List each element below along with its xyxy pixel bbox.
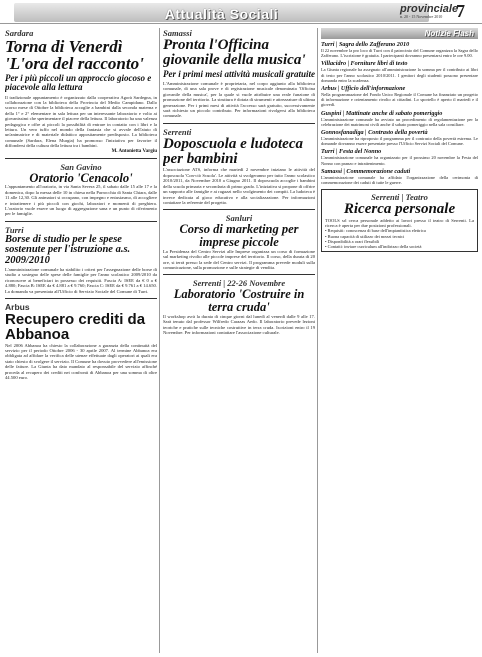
flash-item-body: La Giunta regionale ha assegnato all'amministrazione la somma per il contributo ai libri di testo per l'anno scolastico 2010/2011. I genitori degli studenti possono presentare domanda entro la scadenza. [321, 67, 478, 83]
article-serrenti-doposcuola [163, 127, 315, 205]
article-signature: M. Antonietta Vargiu [111, 148, 157, 154]
divider [5, 158, 157, 159]
flash-item [321, 110, 478, 127]
article-kicker: Serrenti | 22-26 Novembre [192, 278, 286, 289]
article-body: L'Amministrazione comunale è proprietaria, nel corpo aggiunto alla biblioteca comunale, di una sala prove e di registrazione musicale denominata 'Officina giovanile della musica', per la quale si vuole attribuire una reale funzione di promozione del territorio. La struttura è dotata di strumenti e attrezzature di ultima generazione. Per i primi mesi di attività l'accesso sarà gratuito, successivamente sarà richiesto un piccolo contributo. Per informazioni rivolgersi alla biblioteca comunale. [163, 81, 315, 119]
flash-item-body: L'amministrazione ha riproposto il programma per il contrasto della povertà estrema. Le domande dovranno essere presentate presso l'Ufficio Servizi Sociali del Comune. [321, 136, 478, 147]
article-body: Il tradizionale appuntamento è organizzato dalla cooperativa Agorà Sardegna, in collaborazione con la biblioteca della Provincia del Medio Campidano. Dallo scorso mese di Ottobre la biblioteca accoglie a bambini dalla seconda materna e della 1° e 2° elementare in sala lettura per un interessante laboratorio e volto ai giovanissimi che sperimentare il piacere della lettura. Il laboratorio ha una valenza pedagogica e offre ai piccoli la possibilità di entrare in contatto con i libri e la lettura. Un vero tuffo nel mondo della fantasia che si avvale dell'aiuto di un'animatrice e di materiale didattico appositamente predisposto. La biblioteca comunale (Sardara, Elena Murgia) ha promosso l'iniziativa per favorire il diffondersi della cultura della lettura tra i bambini. [5, 94, 157, 149]
article-body: L'appuntamento all'oratorio, in via Santa Severa 25, il sabato dalle 15 alle 17 e la domenica, dopo la messa delle 10 in chiesa nella Parrocchia di Santa Chiara, dalle 11 alle 12,30. Gli animatori si occupano, con impegno e entusiasmo, di accogliere e intrattenere i più piccoli con giochi, laboratori e momenti di preghiera. L'oratorio vuole essere un luogo di aggregazione sana e un punto di riferimento per le famiglie. [5, 184, 157, 217]
article-kicker: Samassi [163, 28, 192, 38]
article-kicker: Turri [5, 224, 24, 235]
bullet-item: • Disponibilità a orari flessibili [325, 238, 380, 244]
flash-item [321, 168, 478, 185]
flash-item-body: L'amministrazione comunale ha organizzato per il prossimo 20 novembre la Festa del Nonno con pranzo e intrattenimento. [321, 155, 478, 166]
article-subhead: Per i primi mesi attività musicali gratuite [163, 68, 315, 79]
job-ad-title: Ricerca personale [343, 201, 456, 218]
issue-date: n. 20 - 15 Novembre 2010 [400, 14, 443, 19]
flash-item-title: Guspini | Mattinate anche di sabato pomeriggio [321, 109, 443, 117]
flash-item [321, 85, 478, 108]
article-headline: Laboratorio 'Costruire in terra cruda' [173, 287, 305, 315]
article-sardara [5, 28, 157, 154]
article-kicker: Sanluri [225, 213, 253, 224]
flash-item-body: Il 22 novembre la pro loco di Turri con il patrocinio del Comune organizza la Sagra dello Zafferano. L'iscrizione è gratuita. I partecipanti dovranno presentarsi entro le ore 9.00. [321, 48, 478, 59]
article-sanluri [163, 213, 315, 270]
flash-item-body: L'amministrazione comunale ha avviato un procedimento di regolamentazione per la celebrazione dei matrimoni civili anche il sabato pomeriggio nella sala consiliare. [321, 116, 478, 127]
divider [163, 123, 315, 124]
job-ad-kicker: Serrenti | Teatro [371, 192, 428, 203]
article-body: Nel 2006 Abbanoa ha chiesto la collaborazione a garanzia della continuità del servizio per il periodo Ottobre 2006 - 30 aprile 2007. Al termine Abbanoa era obbligata ad affidare la verifica delle utenze effettuate dagli operatori ai quali era stato chiesto di svolgere il servizio. Il Comune ha dovuto provvedere all'emissione delle fatture. La Giunta ha dato mandato al responsabile del servizio affinché proceda al recupero dei crediti nei confronti di Abbanoa per una somma di oltre 44.500 euro. [5, 342, 157, 380]
article-san-gavino [5, 162, 157, 217]
job-ad-body: TOOLS srl cerca personale addetto ai lavori presso il teatro di Serrenti. La ricerca è aperta per due posizioni professionali. [325, 217, 474, 228]
flash-item [321, 41, 478, 58]
flash-item-title: Samassi | Commemorazione caduti [321, 167, 411, 175]
page-number: 7 [456, 1, 465, 21]
column-middle [163, 28, 315, 653]
flash-item-body: L'amministrazione comunale ha affidato l'organizzazione della cerimonia di commemorazione dei caduti di tutte le guerre. [321, 174, 478, 186]
column-right [321, 28, 478, 653]
divider [5, 221, 157, 222]
header-band [14, 3, 429, 22]
article-body: L'associazione ATS, informa che martedì 2 novembre iniziano le attività del doposcuola 'Con-ciò Scuola'. Le attività si svolgeranno per tutto l'anno scolastico 2010/2011, da Novembre 2010 a Giugno 2011. Il doposcuola accoglie i bambini della scuola primaria e secondaria di primo grado. L'iniziativa si propone di offrire un supporto alle famiglie e ai ragazzi nello svolgimento dei compiti. La ludoteca è invece dedicata al gioco educativo e alla socializzazione. Per informazioni contattare la referente del progetto. [163, 167, 315, 205]
article-headline: Doposcuola e ludoteca per bambini [163, 135, 303, 168]
bullet-item: • Buona capacità di utilizzo dei mezzi tecnici [325, 233, 405, 239]
article-kicker: Arbus [5, 301, 30, 312]
flash-item-title: Arbus | Ufficio dell'informazione [321, 85, 406, 93]
column-divider [159, 28, 160, 653]
article-headline: Oratorio 'Cenacolo' [29, 170, 133, 185]
section-title: Attualità Sociali [164, 6, 279, 22]
divider [5, 298, 157, 299]
flash-news-list [321, 41, 478, 185]
flash-item-body: Nella programmazione del Fondo Unico Regionale il Comune ha finanziato un progetto di informazione e orientamento rivolto ai cittadini. Lo sportello è aperto il martedì e il giovedì. [321, 92, 478, 108]
article-headline: Borse di studio per le spese sostenute per l'istruzione a.s. 2009/2010 [5, 233, 131, 267]
article-body: L'amministrazione comunale ha stabilito i criteri per l'assegnazione delle borse di studio a sostegno delle spese delle famiglie per l'anno scolastico 2009/2010 da riconoscere ai beneficiari in possesso dei requisiti. Fascia A: ISEE da € 0 a € 4.880; Fascia B: ISEE da € 4.881 a € 9.760; Fascia C: ISEE da € 9.761 a € 14.650. La domanda va presentata all'Ufficio di Servizio Sociale del Comune di Turri. [5, 266, 157, 294]
article-arbus [5, 302, 157, 380]
flash-news-bar [321, 28, 478, 39]
divider [163, 274, 315, 275]
flash-item-title: Turri | Festa del Nonno [321, 148, 382, 156]
page-header [0, 0, 482, 24]
article-serrenti-laboratorio [163, 278, 315, 335]
flash-item [321, 129, 478, 146]
flash-item-title: Turri | Sagra dello Zafferano 2010 [321, 41, 410, 48]
article-samassi [163, 28, 315, 119]
divider [163, 209, 315, 210]
flash-news-title: Notizie Flash [424, 29, 474, 38]
flash-item [321, 148, 478, 165]
article-body: La Presidenza del Centro Servizi alle Imprese organizza un corso di formazione sul marketing rivolto alle piccole imprese del territorio. Il corso, della durata di 20 ore, si terrà presso la sede del Centro servizi. Il programma prevede moduli sulla comunicazione, sulla promozione e sulle strategie di vendita. [163, 248, 315, 271]
article-body: Il workshop avrà la durata di cinque giorni dal lunedì al venerdì dalle 9 alle 17. Sarà tenuto dal professor Wilfredo Carazas Aedo. Il laboratorio prevede lezioni teoriche e pratiche sulle tecniche costruttive in terra cruda. Iscrizioni entro il 19 Novembre. Per informazioni contattare l'associazione culturale. [163, 313, 315, 336]
article-kicker: Sardara [5, 28, 34, 38]
column-divider [317, 28, 318, 653]
article-kicker: San Gavino [60, 161, 102, 172]
flash-item [321, 60, 478, 83]
bullet-item: • Requisiti: conoscenza di base dell'impiantistica elettrica [325, 228, 426, 234]
newspaper-logo: provinciale [400, 3, 459, 15]
flash-item-title: Gonnosfanadiga | Contrasto della povertà [321, 129, 428, 137]
article-subhead: Per i più piccoli un approccio giocoso e piacevole alla lettura [5, 72, 152, 93]
article-kicker: Serrenti [163, 126, 192, 137]
article-headline: Corso di marketing per imprese piccole [179, 222, 299, 250]
article-turri [5, 225, 157, 294]
column-left [5, 28, 157, 653]
article-headline: Torna di Venerdì 'L'ora del racconto' [5, 37, 144, 74]
article-headline: Pronta l'Officina giovanile della musica' [163, 37, 306, 69]
bullet-item: • Contatti: inviare curriculum all'indirizzo della società [325, 243, 422, 249]
job-ad-box [321, 189, 478, 252]
article-headline: Recupero crediti da Abbanoa [5, 310, 146, 344]
flash-item-title: Villacidro | Forniture libri di testo [321, 60, 408, 68]
job-ad-bullets [325, 228, 474, 249]
